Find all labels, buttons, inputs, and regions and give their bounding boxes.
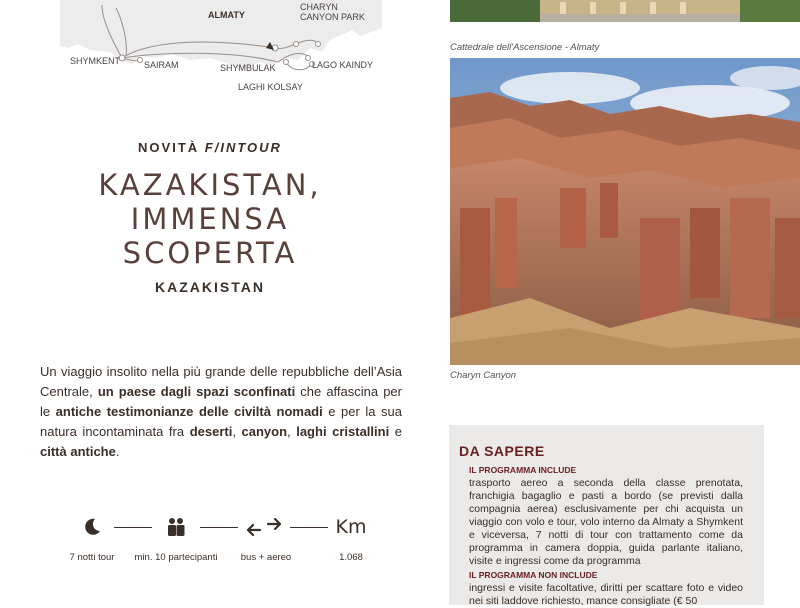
map-label-shymbulak: SHYMBULAK — [220, 63, 276, 73]
intro-text: e — [389, 424, 403, 439]
intro-text: , — [232, 424, 242, 439]
intro-highlight: un paese dagli spazi sconfinati — [97, 384, 296, 399]
info-divider — [114, 527, 152, 528]
intro-highlight: canyon — [241, 424, 288, 439]
people-icon — [162, 515, 190, 539]
route-map — [60, 0, 382, 100]
info-divider — [200, 527, 238, 528]
excluded-text: ingressi e visite facoltative, diritti per scattare foto e video nei siti laddove richiesto, mance consigliate (€ 50 — [469, 582, 743, 607]
page-title — [0, 168, 420, 270]
info-divider — [290, 527, 328, 528]
overline-brand: F/INTOUR — [204, 140, 282, 155]
info-km: 1.068 — [339, 552, 363, 563]
overline — [0, 140, 420, 155]
title-line-3: SCOPERTA — [122, 236, 298, 270]
caption-cathedral: Cattedrale dell'Ascensione - Almaty — [450, 42, 600, 53]
info-nights: 7 notti tour — [69, 552, 115, 563]
intro-text: . — [115, 444, 120, 459]
info-participants: min. 10 partecipanti — [134, 552, 218, 563]
photo-charyn-canyon — [450, 58, 800, 365]
map-label-lago-kaindy: LAGO KAINDY — [312, 60, 374, 70]
map-label-charyn: CHARYN CANYON PARK — [300, 2, 365, 22]
intro-highlight: città antiche — [40, 444, 116, 459]
included-text: trasporto aereo a seconda della classe prenotata, franchigia bagaglio e pasti a bordo (se previsti dalla compagnia aerea) esclusivamente per chi acquista un viaggio con volo e tour, volo interno da Almaty a Shymkent e viceversa, 7 notti di tour con trattamento come da programma in camera doppia, guida parlante italiano, visite e ingressi come da programma — [469, 477, 743, 567]
photo-cathedral — [450, 0, 800, 22]
map-label-sairam: SAIRAM — [144, 60, 179, 70]
page-subtitle: KAZAKISTAN — [155, 279, 265, 295]
da-sapere-box — [449, 425, 764, 605]
intro-text: , — [287, 424, 297, 439]
arrows-exchange-icon — [246, 515, 282, 539]
title-line-2: IMMENSA — [130, 202, 290, 236]
intro-highlight: laghi cristallini — [296, 424, 390, 439]
da-sapere-title: DA SAPERE — [459, 443, 545, 459]
map-label-almaty: ALMATY — [208, 10, 245, 20]
title-line-1: KAZAKISTAN, — [98, 168, 322, 202]
included-heading: IL PROGRAMMA INCLUDE — [469, 465, 577, 475]
excluded-heading: IL PROGRAMMA NON INCLUDE — [469, 570, 598, 580]
intro-text: e per la sua natura incontaminata fra — [40, 404, 402, 439]
map-label-shymkent: SHYMKENT — [70, 56, 121, 66]
intro-text: Un viaggio insolito nella più grande delle repubbliche dell’Asia Centrale, — [40, 364, 402, 399]
da-sapere-body — [469, 463, 743, 608]
overline-prefix: NOVITÀ — [138, 140, 200, 155]
map-label-laghi-kolsay: LAGHI KOLSAY — [238, 82, 303, 92]
moon-icon — [80, 515, 104, 539]
intro-text: che affascina per le — [40, 384, 402, 419]
intro-highlight: deserti — [189, 424, 233, 439]
info-transport: bus + aereo — [240, 552, 292, 563]
intro-highlight: antiche testimonianze delle civiltà nomadi — [55, 404, 323, 419]
intro-paragraph — [40, 362, 402, 462]
caption-charyn-canyon: Charyn Canyon — [450, 370, 517, 381]
km-symbol: Km — [335, 516, 367, 538]
